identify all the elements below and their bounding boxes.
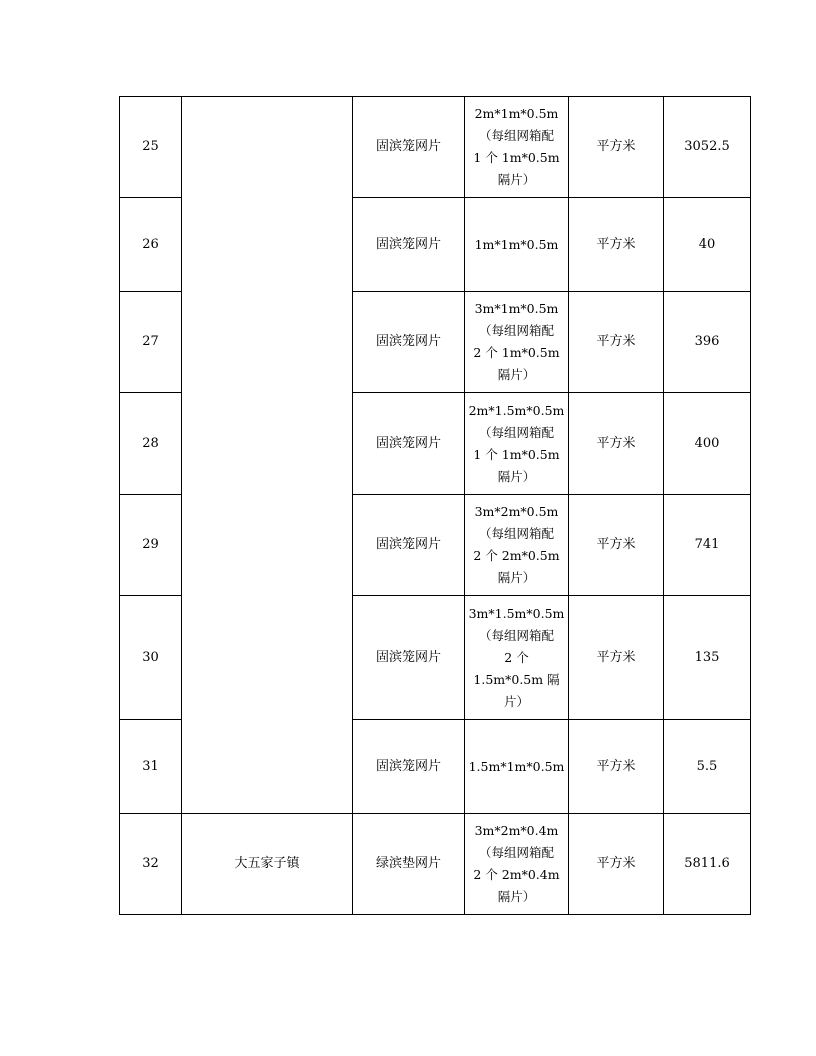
table-rule (119, 914, 751, 915)
item-quantity: 741 (694, 537, 720, 552)
town-name-merged (182, 97, 352, 813)
item-name: 固滨笼网片 (375, 649, 441, 665)
item-spec: 3m*2m*0.4m （每组网箱配 2 个 2m*0.4m 隔片） (473, 823, 560, 904)
row-number: 25 (142, 139, 159, 154)
row-number: 27 (142, 334, 159, 349)
row-number: 29 (142, 537, 159, 552)
item-name: 固滨笼网片 (375, 139, 441, 154)
item-spec: 1.5m*1m*0.5m (468, 758, 565, 774)
item-name: 固滨笼网片 (375, 334, 441, 349)
item-name: 绿滨垫网片 (375, 856, 441, 871)
town-name (182, 720, 352, 813)
item-unit: 平方米 (596, 856, 636, 871)
item-quantity: 5.5 (696, 758, 718, 774)
row-number: 30 (142, 649, 159, 665)
item-spec: 3m*1m*0.5m （每组网箱配 2 个 1m*0.5m 隔片） (473, 301, 560, 382)
row-number: 31 (142, 758, 159, 774)
item-unit: 平方米 (596, 334, 636, 349)
item-unit: 平方米 (596, 537, 636, 552)
table-rule (750, 96, 751, 915)
item-quantity: 5811.6 (684, 856, 730, 871)
item-name: 固滨笼网片 (375, 537, 441, 552)
item-unit: 平方米 (596, 236, 636, 252)
materials-table (119, 96, 751, 916)
item-spec: 2m*1.5m*0.5m （每组网箱配 1 个 1m*0.5m 隔片） (468, 402, 565, 484)
row-number: 26 (142, 236, 159, 252)
row-number: 32 (142, 856, 159, 871)
item-name: 固滨笼网片 (375, 236, 441, 252)
item-spec: 3m*2m*0.5m （每组网箱配 2 个 2m*0.5m 隔片） (473, 504, 560, 585)
item-quantity: 40 (698, 236, 716, 252)
item-spec: 3m*1.5m*0.5m （每组网箱配 2 个 1.5m*0.5m 隔 片） (468, 605, 565, 709)
item-unit: 平方米 (596, 435, 636, 451)
item-unit: 平方米 (596, 649, 636, 665)
town-name: 大五家子镇 (234, 856, 300, 871)
item-spec: 2m*1m*0.5m （每组网箱配 1 个 1m*0.5m 隔片） (473, 106, 560, 187)
row-number: 28 (142, 435, 159, 451)
item-unit: 平方米 (596, 139, 636, 154)
item-name: 固滨笼网片 (375, 435, 441, 451)
item-quantity: 400 (694, 435, 720, 451)
item-name: 固滨笼网片 (375, 758, 441, 774)
item-unit: 平方米 (596, 758, 636, 774)
item-quantity: 3052.5 (684, 139, 730, 154)
item-spec: 1m*1m*0.5m (474, 236, 559, 252)
item-quantity: 135 (694, 649, 720, 665)
item-quantity: 396 (694, 334, 720, 349)
